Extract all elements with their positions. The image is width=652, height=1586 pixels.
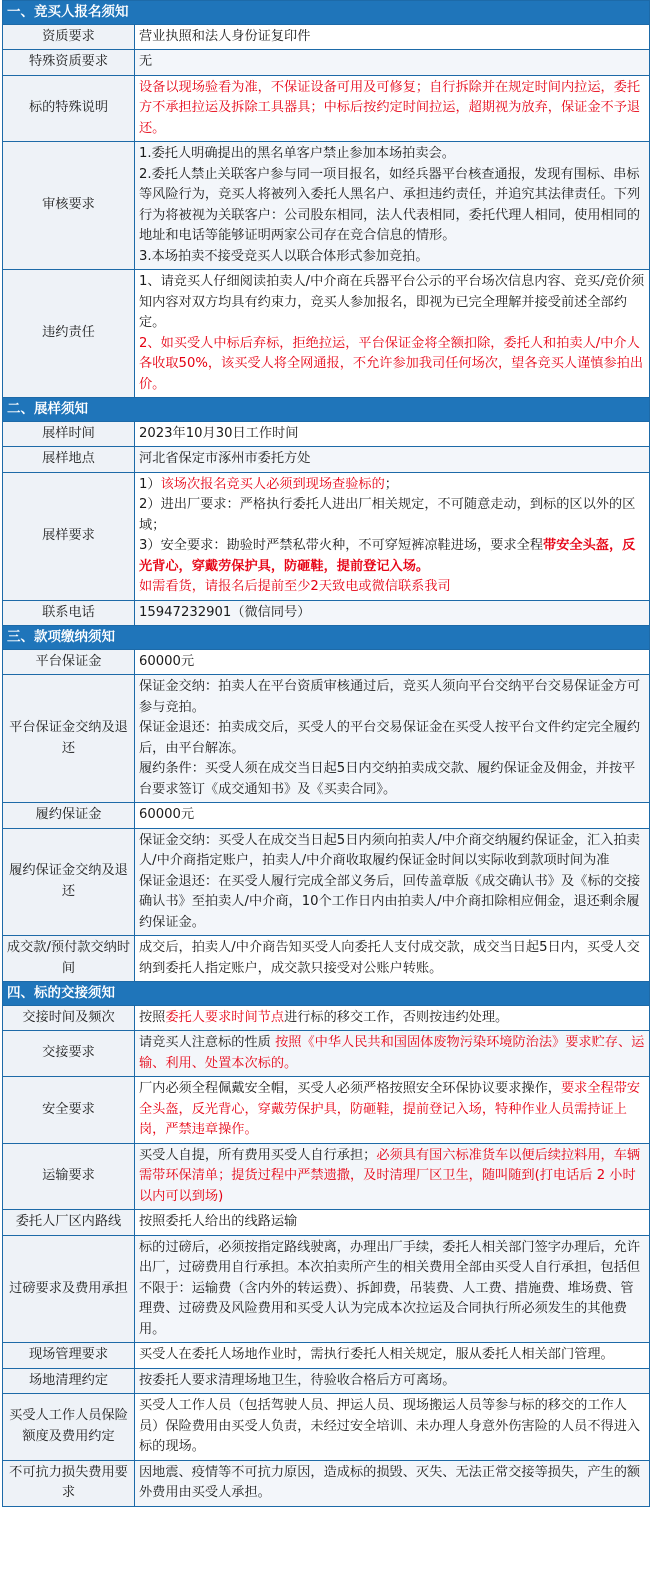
- row-value: [135, 803, 650, 829]
- table-row: [3, 1031, 650, 1077]
- highlighted-text: 必须具有国六标准货车以便后续拉料用，车辆需带环保清单；提货过程中严禁遗撒，及时清理厂区卫生，随叫随到(打电话后 2 小时以内可以到场): [139, 1147, 641, 1204]
- value-text: 15947232901（微信同号）: [139, 604, 311, 620]
- value-text: 进行标的移交工作，否则按违约处理。: [284, 1009, 509, 1025]
- row-label: 履约保证金: [3, 803, 135, 829]
- table-row: [3, 1460, 650, 1506]
- value-paragraph: [139, 165, 645, 247]
- table-row: [3, 675, 650, 803]
- row-label: 展样时间: [3, 421, 135, 447]
- value-text: 成交后，拍卖人/中介商告知买受人向委托人支付成交款，成交当日起5日内，买受人交纳到委托人指定账户，成交款只接受对公账户转账。: [139, 940, 640, 976]
- notice-table-body: [3, 1, 650, 1507]
- section-title: 四、标的交接须知: [3, 982, 650, 1006]
- table-row: [3, 1210, 650, 1236]
- value-paragraph: [139, 475, 645, 496]
- row-label: 委托人厂区内路线: [3, 1210, 135, 1236]
- row-value: [135, 1005, 650, 1031]
- value-text: 买受人自提，所有费用买受人自行承担；: [139, 1147, 377, 1163]
- value-text: 厂内必须全程佩戴安全帽，买受人必须严格按照安全环保协议要求操作，: [139, 1081, 561, 1096]
- highlighted-text: 带安全头盔，反光背心，穿戴劳保护具，防砸鞋，提前登记入场。: [139, 538, 636, 574]
- row-label: 展样要求: [3, 472, 135, 600]
- row-label: 平台保证金交纳及退还: [3, 675, 135, 803]
- value-text: 1、请竞买人仔细阅读拍卖人/中介商在兵器平台公示的平台场次信息内容、竞买/竞价须知内容对双方均具有约束力，竞买人参加报名，即视为已完全理解并接受前述全部约定。: [139, 274, 645, 330]
- value-paragraph: [139, 759, 645, 800]
- value-paragraph: [139, 334, 645, 396]
- row-label: 审核要求: [3, 142, 135, 270]
- section-title: 一、竞买人报名须知: [3, 1, 650, 25]
- value-text: ；: [384, 476, 398, 492]
- row-value: [135, 649, 650, 675]
- row-label: 违约责任: [3, 270, 135, 398]
- row-value: [135, 1368, 650, 1394]
- row-value: [135, 1343, 650, 1369]
- value-paragraph: [139, 424, 645, 445]
- row-label: 联系电话: [3, 600, 135, 626]
- table-row: [3, 828, 650, 936]
- value-text: 买受人在委托人场地作业时，需执行委托人相关规定，服从委托人相关部门管理。: [139, 1347, 614, 1362]
- row-label: 标的特殊说明: [3, 75, 135, 142]
- value-paragraph: [139, 718, 645, 759]
- highlighted-text: 2、如买受人中标后弃标，拒绝拉运，平台保证金将全额扣除，委托人和拍卖人/中介人各收取50%，该买受人将全网通报，不允许参加我司任何场次，望各竞买人谨慎参拍出价。: [139, 335, 644, 392]
- row-value: [135, 1235, 650, 1343]
- table-row: [3, 472, 650, 600]
- value-text: 履约条件：买受人须在成交当日起5日内交纳拍卖成交款、履约保证金及佣金，并按平台要求签订《成交通知书》及《买卖合同》。: [139, 761, 636, 797]
- table-row: [3, 803, 650, 829]
- value-text: 60000元: [139, 807, 195, 822]
- value-paragraph: [139, 1146, 645, 1208]
- row-value: [135, 1394, 650, 1461]
- value-text: 1）: [139, 476, 161, 492]
- row-label: 现场管理要求: [3, 1343, 135, 1369]
- section-title: 二、展样须知: [3, 398, 650, 422]
- row-value: [135, 472, 650, 600]
- row-value: [135, 1210, 650, 1236]
- row-label: 运输要求: [3, 1143, 135, 1210]
- highlighted-text: 设备以现场验看为准，不保证设备可用及可修复；自行拆除并在规定时间内拉运，委托方不承担拉运及拆除工具器具；中标后按约定时间拉运，超期视为放弃，保证金不予退还。: [139, 79, 641, 136]
- row-label: 过磅要求及费用承担: [3, 1235, 135, 1343]
- section-header-row: [3, 398, 650, 422]
- row-label: 成交款/预付款交纳时间: [3, 936, 135, 982]
- value-paragraph: [139, 1238, 645, 1341]
- row-label: 展样地点: [3, 447, 135, 473]
- section-title: 三、款项缴纳须知: [3, 626, 650, 650]
- value-text: 按照: [139, 1009, 166, 1025]
- value-text: 按照委托人给出的线路运输: [139, 1214, 298, 1229]
- row-value: [135, 1460, 650, 1506]
- value-paragraph: [139, 272, 645, 334]
- value-paragraph: [139, 577, 645, 598]
- table-row: [3, 142, 650, 270]
- value-text: 60000元: [139, 653, 195, 669]
- value-text: 保证金交纳：买受人在成交当日起5日内须向拍卖人/中介商交纳履约保证金，汇入拍卖人/中介商指定账户，拍卖人/中介商收取履约保证金时间以实际收到款项时间为准: [139, 832, 640, 868]
- value-text: 买受人工作人员（包括驾驶人员、押运人员、现场搬运人员等参与标的移交的工作人员）保险费用由买受人负责，未经过安全培训、未办理人身意外伤害险的人员不得进入标的现场。: [139, 1398, 641, 1454]
- row-value: [135, 24, 650, 50]
- value-paragraph: [139, 652, 645, 673]
- value-paragraph: [139, 938, 645, 979]
- value-paragraph: [139, 449, 645, 470]
- value-paragraph: [139, 1396, 645, 1458]
- row-label: 履约保证金交纳及退还: [3, 828, 135, 936]
- value-text: 保证金退还：拍卖成交后，买受人的平台交易保证金在买受人按平台文件约定完全履约后，由平台解冻。: [139, 720, 641, 756]
- row-label: 买受人工作人员保险额度及费用约定: [3, 1394, 135, 1461]
- value-text: 因地震、疫情等不可抗力原因，造成标的损毁、灭失、无法正常交接等损失，产生的额外费用由买受人承担。: [139, 1464, 641, 1500]
- value-paragraph: [139, 1008, 645, 1029]
- value-text: 保证金退还：在买受人履行完成全部义务后，回传盖章版《成交确认书》及《标的交接确认书》至拍卖人/中介商，10个工作日内由拍卖人/中介商扣除相应佣金，退还剩余履约保证金。: [139, 873, 641, 930]
- value-paragraph: [139, 495, 645, 536]
- row-label: 交接要求: [3, 1031, 135, 1077]
- row-label: 交接时间及频次: [3, 1005, 135, 1031]
- section-header-row: [3, 626, 650, 650]
- table-row: [3, 1235, 650, 1343]
- row-label: 场地清理约定: [3, 1368, 135, 1394]
- table-row: [3, 1077, 650, 1144]
- value-paragraph: [139, 247, 645, 268]
- value-paragraph: [139, 1371, 645, 1392]
- row-value: [135, 447, 650, 473]
- table-row: [3, 270, 650, 398]
- highlighted-text: 要求全程带安全头盔，反光背心，穿戴劳保护具，防砸鞋，提前登记入场，特种作业人员需持证上岗，严禁违章操作。: [139, 1081, 641, 1137]
- value-text: 2.委托人禁止关联客户参与同一项目报名，如经兵器平台核查通报，发现有围标、串标等风险行为，竞买人将被列入委托人黑名户、承担违约责任，并追究其法律责任。下列行为将被视为关联客户：公司股东相同，法人代表相同，委托代理人相同，使用相同的地址和电话等能够证明两家公司存在竞合信息的情形。: [139, 166, 641, 243]
- value-text: 3.本场拍卖不接受竞买人以联合体形式参加竞拍。: [139, 248, 429, 264]
- value-text: 标的过磅后，必须按指定路线驶离，办理出厂手续，委托人相关部门签字办理后，允许出厂，过磅费用自行承担。本次拍卖所产生的相关费用全部由买受人自行承担，包括但不限于：运输费（含内外的转运费）、拆卸费，吊装费、人工费、措施费、堆场费、管理费、过磅费及风险费用和买受人认为完成本次拉运及合同执行所必须发生的其他费用。: [139, 1239, 641, 1337]
- value-paragraph: [139, 144, 645, 165]
- highlighted-text: 该场次报名竞买人必须到现场查验标的: [160, 476, 385, 492]
- table-row: [3, 421, 650, 447]
- value-text: 河北省保定市涿州市委托方处: [139, 451, 311, 466]
- value-paragraph: [139, 872, 645, 934]
- row-value: [135, 936, 650, 982]
- row-label: 特殊资质要求: [3, 50, 135, 76]
- row-value: [135, 50, 650, 76]
- value-text: 3）安全要求：勘验时严禁私带火种，不可穿短裤凉鞋进场，要求全程: [139, 538, 544, 553]
- value-paragraph: [139, 27, 645, 48]
- value-paragraph: [139, 1345, 645, 1366]
- highlighted-text: 委托人要求时间节点: [165, 1009, 285, 1025]
- row-value: [135, 828, 650, 936]
- table-row: [3, 600, 650, 626]
- row-value: [135, 675, 650, 803]
- value-text: 1.委托人明确提出的黑名单客户禁止参加本场拍卖会。: [139, 146, 455, 161]
- value-text: 保证金交纳：拍卖人在平台资质审核通过后，竞买人须向平台交纳平台交易保证金方可参与竞拍。: [139, 679, 641, 715]
- value-text: 2023年10月30日工作时间: [139, 425, 299, 441]
- row-value: [135, 421, 650, 447]
- value-paragraph: [139, 1033, 645, 1074]
- row-value: [135, 270, 650, 398]
- value-text: 营业执照和法人身份证复印件: [139, 28, 311, 44]
- row-value: [135, 75, 650, 142]
- highlighted-text: 如需看货，请报名后提前至少2天致电或微信联系我司: [139, 579, 451, 594]
- value-paragraph: [139, 805, 645, 826]
- table-row: [3, 75, 650, 142]
- value-text: 无: [139, 54, 153, 69]
- value-paragraph: [139, 78, 645, 140]
- row-value: [135, 1077, 650, 1144]
- value-paragraph: [139, 831, 645, 872]
- table-row: [3, 1394, 650, 1461]
- section-header-row: [3, 1, 650, 25]
- table-row: [3, 24, 650, 50]
- table-row: [3, 936, 650, 982]
- highlighted-text: 按照《中华人民共和国固体废物污染环境防治法》要求贮存、运输、利用、处置本次标的。: [139, 1035, 645, 1071]
- value-paragraph: [139, 1212, 645, 1233]
- row-value: [135, 600, 650, 626]
- row-label: 不可抗力损失费用要求: [3, 1460, 135, 1506]
- notice-table: [2, 0, 650, 1507]
- value-paragraph: [139, 1079, 645, 1141]
- value-paragraph: [139, 1463, 645, 1504]
- value-paragraph: [139, 536, 645, 577]
- table-row: [3, 447, 650, 473]
- row-label: 安全要求: [3, 1077, 135, 1144]
- row-label: 平台保证金: [3, 649, 135, 675]
- row-label: 资质要求: [3, 24, 135, 50]
- table-row: [3, 1005, 650, 1031]
- row-value: [135, 142, 650, 270]
- table-row: [3, 1368, 650, 1394]
- row-value: [135, 1031, 650, 1077]
- value-text: 请竞买人注意标的性质: [139, 1035, 276, 1050]
- section-header-row: [3, 982, 650, 1006]
- row-value: [135, 1143, 650, 1210]
- value-paragraph: [139, 603, 645, 624]
- table-row: [3, 649, 650, 675]
- value-paragraph: [139, 52, 645, 73]
- value-paragraph: [139, 677, 645, 718]
- table-row: [3, 1143, 650, 1210]
- value-text: 按委托人要求清理场地卫生，待验收合格后方可离场。: [139, 1372, 456, 1388]
- value-text: 2）进出厂要求：严格执行委托人进出厂相关规定，不可随意走动，到标的区以外的区域；: [139, 497, 636, 533]
- table-row: [3, 50, 650, 76]
- table-row: [3, 1343, 650, 1369]
